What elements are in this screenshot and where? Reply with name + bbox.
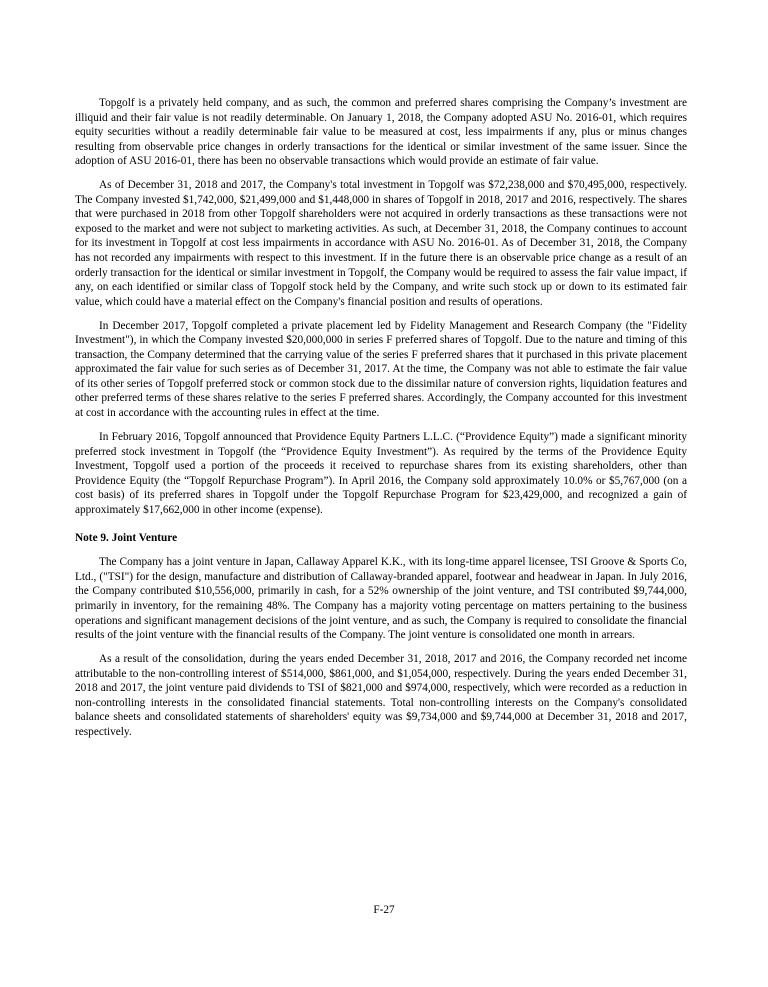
paragraph-topgolf-fair-value: Topgolf is a privately held company, and as such, the common and preferred shares comprising the Company’s investment are illiquid and their fair value is not readily determinable. On January 1, 2018, the Company adopted ASU No. 2016-01, which requires equity securities without a readily determinable fair value to be measured at cost, less impairments if any, plus or minus changes resulting from observable price changes in orderly transactions for the identical or similar investment of the same issuer. Since the adoption of ASU 2016-01, there has been no observable transactions which would provide an estimate of fair value. [75, 97, 687, 168]
page-number: F-27 [373, 904, 395, 916]
paragraph-joint-venture-japan: The Company has a joint venture in Japan, Callaway Apparel K.K., with its long-time apparel licensee, TSI Groove & Sports Co, Ltd., ("TSI") for the design, manufacture and distribution of Callaway-branded apparel, footwear and headwear in Japan. In July 2016, the Company contributed $10,556,000, primarily in cash, for a 52% ownership of the joint venture, and TSI contributed $9,744,000, primarily in inventory, for the remaining 48%. The Company has a majority voting percentage on matters pertaining to the business operations and significant management decisions of the joint venture, and as such, the Company is required to consolidate the financial results of the joint venture with the financial results of the Company. The joint venture is consolidated one month in arrears. [75, 556, 687, 642]
section-heading-note-9-joint-venture: Note 9. Joint Venture [75, 532, 178, 545]
paragraph-consolidation-noncontrolling-interest: As a result of the consolidation, during the years ended December 31, 2018, 2017 and 2016, the Company recorded net income attributable to the non-controlling interest of $514,000, $861,000, and $1,054,000, respectively. During the years ended December 31, 2018 and 2017, the joint venture paid dividends to TSI of $821,000 and $974,000, respectively, which were recorded as a reduction in non-controlling interests in the consolidated financial statements. Total non-controlling interests on the Company's consolidated balance sheets and consolidated statements of shareholders' equity was $9,734,000 and $9,744,000 at December 31, 2018 and 2017, respectively. [75, 653, 687, 738]
paragraph-topgolf-total-investment: As of December 31, 2018 and 2017, the Company's total investment in Topgolf was $72,238,000 and $70,495,000, respectively. The Company invested $1,742,000, $21,499,000 and $1,448,000 in shares of Topgolf in 2018, 2017 and 2016, respectively. The shares that were purchased in 2018 from other Topgolf shareholders were not acquired in orderly transactions as these transactions were not exposed to the market and were not subject to marketing activities. As such, at December 31, 2018, the Company continues to account for its investment in Topgolf at cost less impairments in accordance with ASU No. 2016-01. As of December 31, 2018, the Company has not recorded any impairments with respect to this investment. If in the future there is an observable price change as a result of an orderly transaction for the identical or similar investment in Topgolf, the Company would be required to assess the fair value impact, if any, on each identified or similar class of Topgolf stock held by the Company, and write such stock up or down to its estimated fair value, which could have a material effect on the Company's financial position and results of operations. [75, 179, 687, 308]
document-body [75, 96, 687, 749]
paragraph-fidelity-investment: In December 2017, Topgolf completed a private placement led by Fidelity Management and Research Company (the "Fidelity Investment"), in which the Company invested $20,000,000 in series F preferred shares of Topgolf. Due to the nature and timing of this transaction, the Company determined that the carrying value of the series F preferred shares that it purchased in this private placement approximated the fair value for such series as of December 31, 2017. At the time, the Company was not able to estimate the fair value of its other series of Topgolf preferred stock or common stock due to the dissimilar nature of conversion rights, liquidation features and other preferred terms of these shares relative to the series F preferred shares. Accordingly, the Company accounted for this investment at cost in accordance with the accounting rules in effect at the time. [75, 319, 687, 419]
paragraph-providence-equity: In February 2016, Topgolf announced that Providence Equity Partners L.L.C. (“Providence Equity”) made a significant minority preferred stock investment in Topgolf (the “Providence Equity Investment”). As required by the terms of the Providence Equity Investment, Topgolf used a portion of the proceeds it received to repurchase shares from its existing shareholders, other than Providence Equity (the “Topgolf Repurchase Program”). In April 2016, the Company sold approximately 10.0% or $5,767,000 (on a cost basis) of its preferred shares in Topgolf under the Topgolf Repurchase Program for $23,429,000, and recognized a gain of approximately $17,662,000 in other income (expense). [75, 430, 687, 516]
